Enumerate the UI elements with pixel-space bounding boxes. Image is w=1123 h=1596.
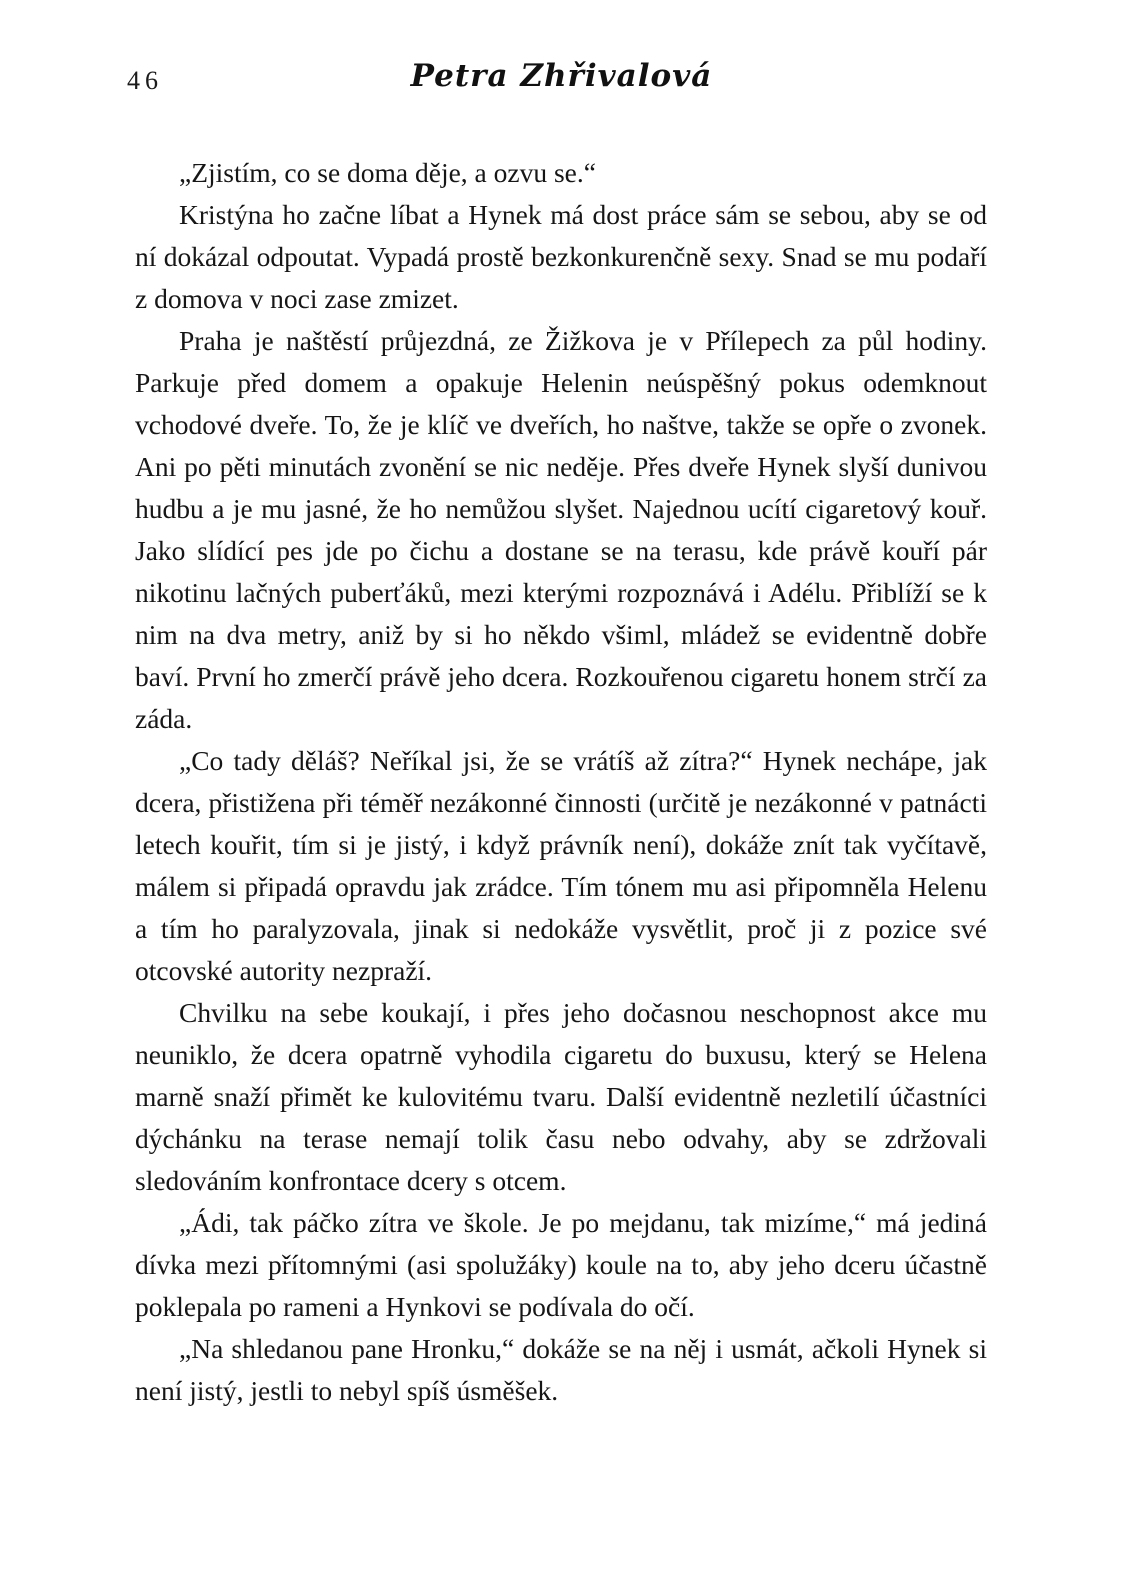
paragraph-dialog-3: „Ádi, tak páčko zítra ve škole. Je po mejdanu, tak mizíme,“ má jediná dívka mezi přítomnými (asi spolužáky) koule na to, aby jeho dceru účastně poklepala po rameni a Hynkovi se podívala do očí. (135, 1207, 987, 1322)
paragraph-narrative-2: Praha je naštěstí průjezdná, ze Žižkova je v Přílepech za půl hodiny. Parkuje před domem a opakuje Helenin neúspěšný pokus odemknout vchodové dveře. To, že je klíč ve dveřích, ho naštve, takže se opře o zvonek. Ani po pěti minutách zvonění se nic neděje. Přes dveře Hynek slyší dunivou hudbu a je mu jasné, že ho nemůžou slyšet. Najednou ucítí cigaretový kouř. Jako slídící pes jde po čichu a dostane se na terasu, kde právě kouří pár nikotinu lačných puberťáků, mezi kterými rozpoznává i Adélu. Přiblíží se k nim na dva metry, aniž by si ho někdo všiml, mládež se evidentně dobře baví. První ho zmerčí právě jeho dcera. Rozkouřenou cigaretu honem strčí za záda. (135, 325, 987, 734)
page-number: 46 (127, 66, 163, 95)
paragraph-dialog-2: „Co tady děláš? Neříkal jsi, že se vrátíš až zítra?“ Hynek nechápe, jak dcera, přistižena při téměř nezákonné činnosti (určitě je nezákonné v patnácti letech kouřit, tím si je jistý, i když právník není), dokáže znít tak vyčítavě, málem si připadá opravdu jak zrádce. Tím tónem mu asi připomněla Helenu a tím ho paralyzovala, jinak si nedokáže vysvětlit, proč ji z pozice své otcovské autority nezpraží. (135, 745, 987, 986)
paragraph-dialog-4: „Na shledanou pane Hronku,“ dokáže se na něj i usmát, ačkoli Hynek si není jistý, jestli to nebyl spíš úsměšek. (135, 1333, 987, 1406)
paragraph-narrative-1: Kristýna ho začne líbat a Hynek má dost práce sám se sebou, aby se od ní dokázal odpoutat. Vypadá prostě bezkonkurenčně sexy. Snad se mu podaří z domova v noci zase zmizet. (135, 199, 987, 314)
paragraph-narrative-3: Chvilku na sebe koukají, i přes jeho dočasnou neschopnost akce mu neuniklo, že dcera opatrně vyhodila cigaretu do buxusu, který se Helena marně snaží přimět ke kulovitému tvaru. Další evidentně nezletilí účastníci dýchánku na terase nemají tolik času nebo odvahy, aby se zdržovali sledováním konfrontace dcery s otcem. (135, 997, 987, 1196)
page-header (0, 58, 1123, 108)
running-header-author: Petra Zhřivalová (410, 58, 713, 94)
body-text (135, 152, 987, 1412)
paragraph-dialog-1: „Zjistím, co se doma děje, a ozvu se.“ (179, 157, 596, 188)
